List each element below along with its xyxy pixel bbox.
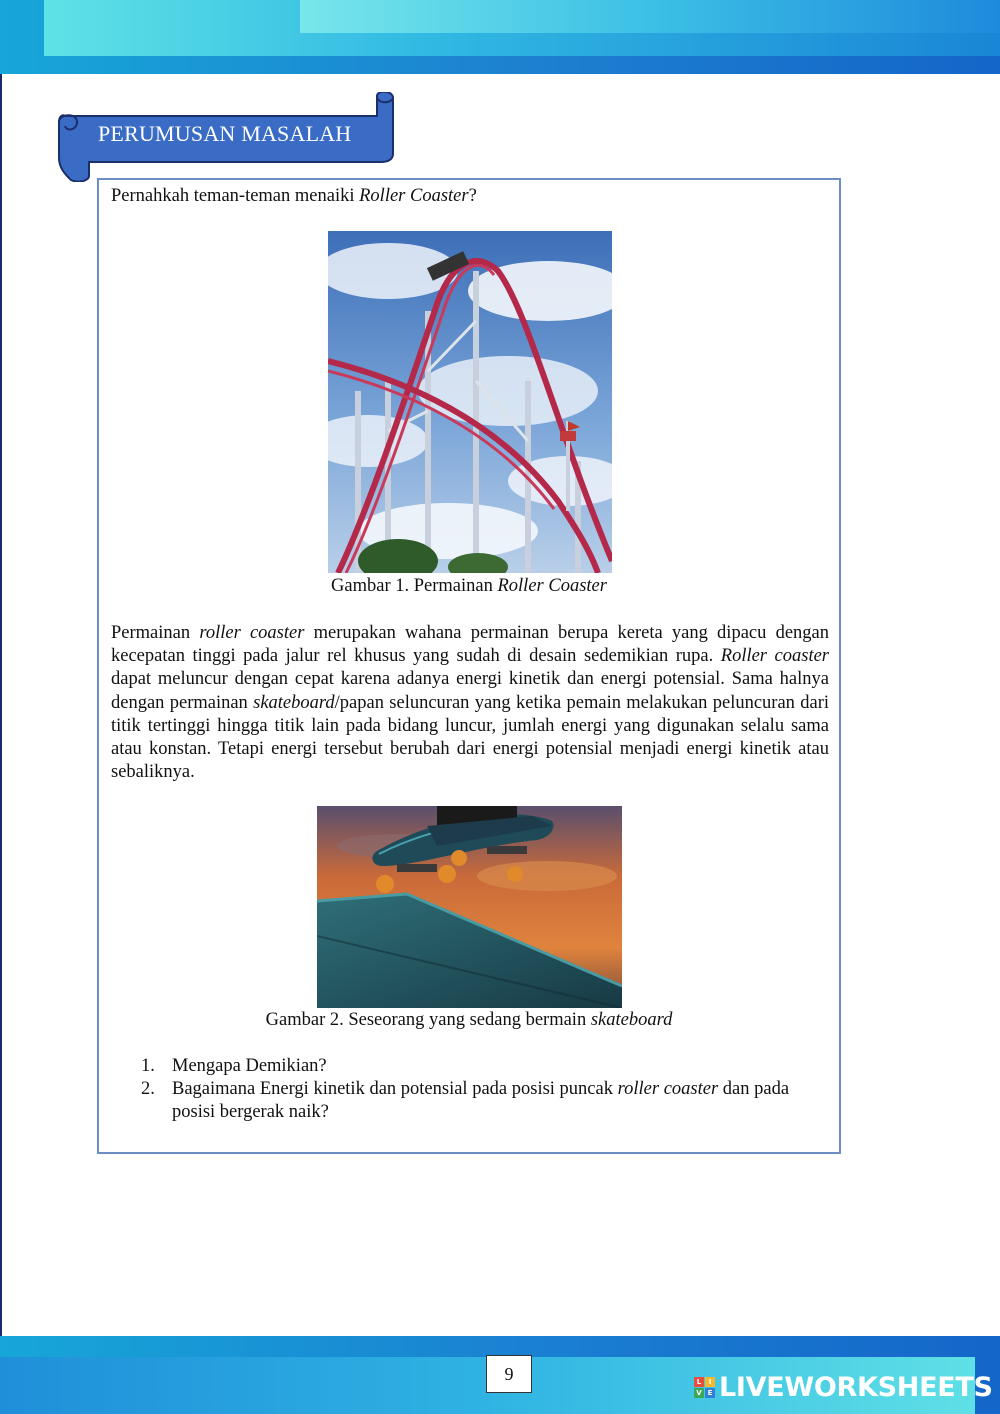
brand-mark-icon: L I V E <box>694 1377 715 1398</box>
body-paragraph: Permainan roller coaster merupakan wahana permainan berupa kereta yang dipacu dengan kecepatan tinggi pada jalur rel khusus yang sudah di desain sedemikian rupa. Roller coaster dapat meluncur dengan cepat karena adanya energi kinetik dan energi potensial. Sama halnya dengan permainan skateboard/papan seluncuran yang ketika pemain melakukan peluncuran dari titik tertinggi hingga titik lain pada bidang luncur, jumlah energi yang digunakan selalu sama atau konstan. Tetapi energi tersebut berubah dari energi potensial menjadi energi kinetik atau sebaliknya. <box>111 623 830 783</box>
page-number: 9 <box>486 1355 532 1393</box>
intro-question: Pernahkah teman-teman menaiki Roller Coaster? <box>111 186 477 206</box>
roller-coaster-photo <box>328 231 612 573</box>
list-item-text: Bagaimana Energi kinetik dan potensial pada posisi puncak roller coaster dan pada posisi bergerak naik? <box>172 1079 790 1123</box>
section-title: PERUMUSAN MASALAH <box>98 121 352 146</box>
brand-name: LIVEWORKSHEETS <box>719 1372 993 1403</box>
list-item-number: 2. <box>141 1079 155 1100</box>
list-item <box>141 1078 821 1124</box>
left-margin-rule <box>0 0 2 1414</box>
figure-2-caption: Gambar 2. Seseorang yang sedang bermain skateboard <box>265 1010 673 1030</box>
figure-1-caption: Gambar 1. Permainan Roller Coaster <box>331 576 607 596</box>
list-item <box>141 1055 821 1078</box>
header-highlight <box>300 0 1000 33</box>
skateboard-photo <box>317 806 622 1008</box>
question-list <box>141 1055 821 1125</box>
list-item-number: 1. <box>141 1056 155 1076</box>
list-item-text: Mengapa Demikian? <box>172 1056 327 1076</box>
liveworksheets-logo[interactable] <box>694 1372 993 1403</box>
